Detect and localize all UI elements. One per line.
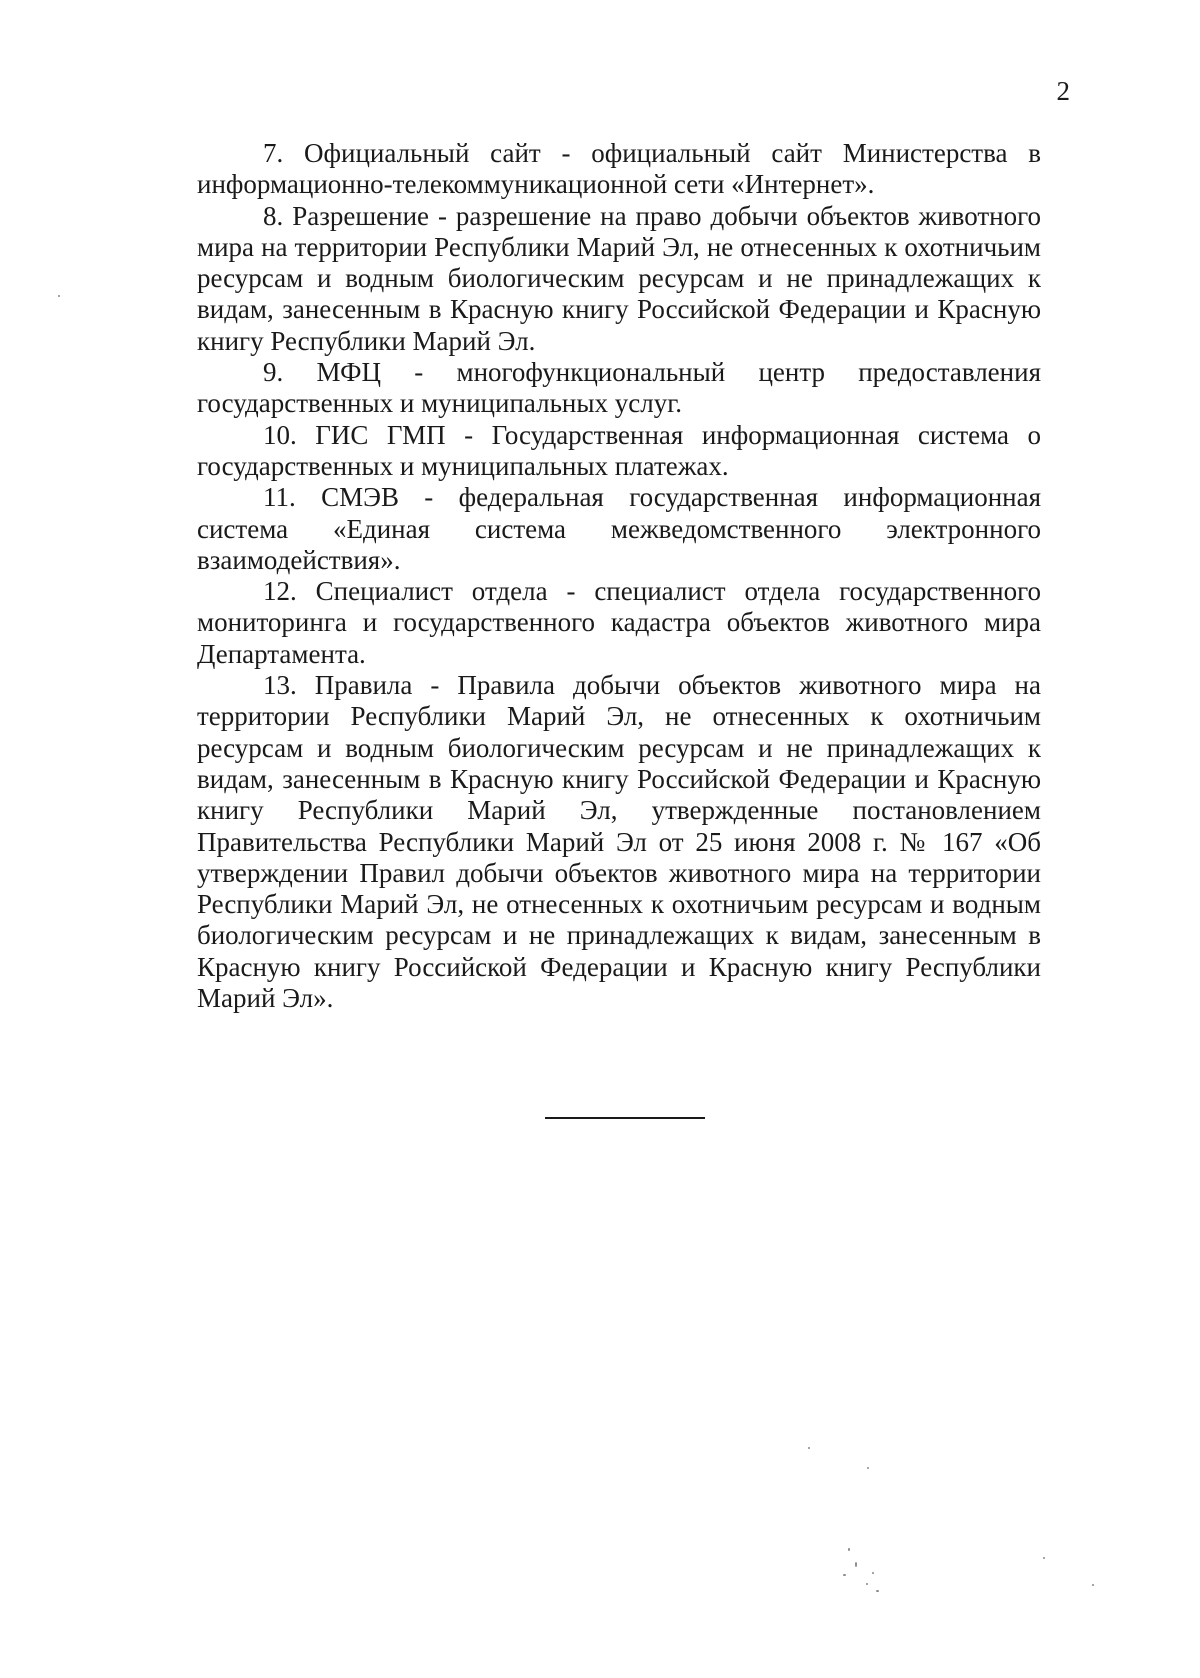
paragraph-12: 12. Специалист отдела - специалист отдела государственного мониторинга и государственного кадастра объектов животного мира Департамента. <box>197 576 1041 669</box>
paragraph-7: 7. Официальный сайт - официальный сайт Министерства в информационно-телекоммуникационной сети «Интернет». <box>197 138 1041 200</box>
paragraph-10: 10. ГИС ГМП - Государственная информационная система о государственных и муниципальных платежах. <box>197 419 1041 481</box>
paragraph-9: 9. МФЦ - многофункциональный центр предоставления государственных и муниципальных услуг. <box>197 357 1041 419</box>
scan-speck <box>1043 1557 1045 1559</box>
scan-speck <box>808 1447 810 1449</box>
scan-speck <box>848 1548 850 1551</box>
scan-speck <box>1092 1584 1094 1586</box>
scan-speck <box>58 295 60 297</box>
paragraph-8: 8. Разрешение - разрешение на право добычи объектов животного мира на территории Республики Марий Эл, не отнесенных к охотничьим ресурсам и водным биологическим ресурсам и не принадлежащих к видам, занесенным в Красную книгу Российской Федерации и Красную книгу Республики Марий Эл. <box>197 200 1041 356</box>
scan-speck <box>855 1562 857 1567</box>
end-of-text-rule <box>545 1117 705 1119</box>
paragraph-11: 11. СМЭВ - федеральная государственная информационная система «Единая система межведомственного электронного взаимодействия». <box>197 482 1041 575</box>
scan-speck <box>867 1467 869 1469</box>
scan-speck <box>866 1583 868 1585</box>
scan-speck <box>843 1574 846 1576</box>
document-body <box>197 138 1041 1014</box>
scan-speck <box>876 1590 879 1592</box>
scan-speck <box>872 1572 874 1574</box>
paragraph-13: 13. Правила - Правила добычи объектов животного мира на территории Республики Марий Эл, не отнесенных к охотничьим ресурсам и водным биологическим ресурсам и не принадлежащих к видам, занесенным в Красную книгу Российской Федерации и Красную книгу Республики Марий Эл, утвержденные постановлением Правительства Республики Марий Эл от 25 июня 2008 г. № 167 «Об утверждении Правил добычи объектов животного мира на территории Республики Марий Эл, не отнесенных к охотничьим ресурсам и водным биологическим ресурсам и не принадлежащих к видам, занесенным в Красную книгу Российской Федерации и Красную книгу Республики Марий Эл». <box>197 670 1041 1014</box>
page-number: 2 <box>1056 76 1070 106</box>
